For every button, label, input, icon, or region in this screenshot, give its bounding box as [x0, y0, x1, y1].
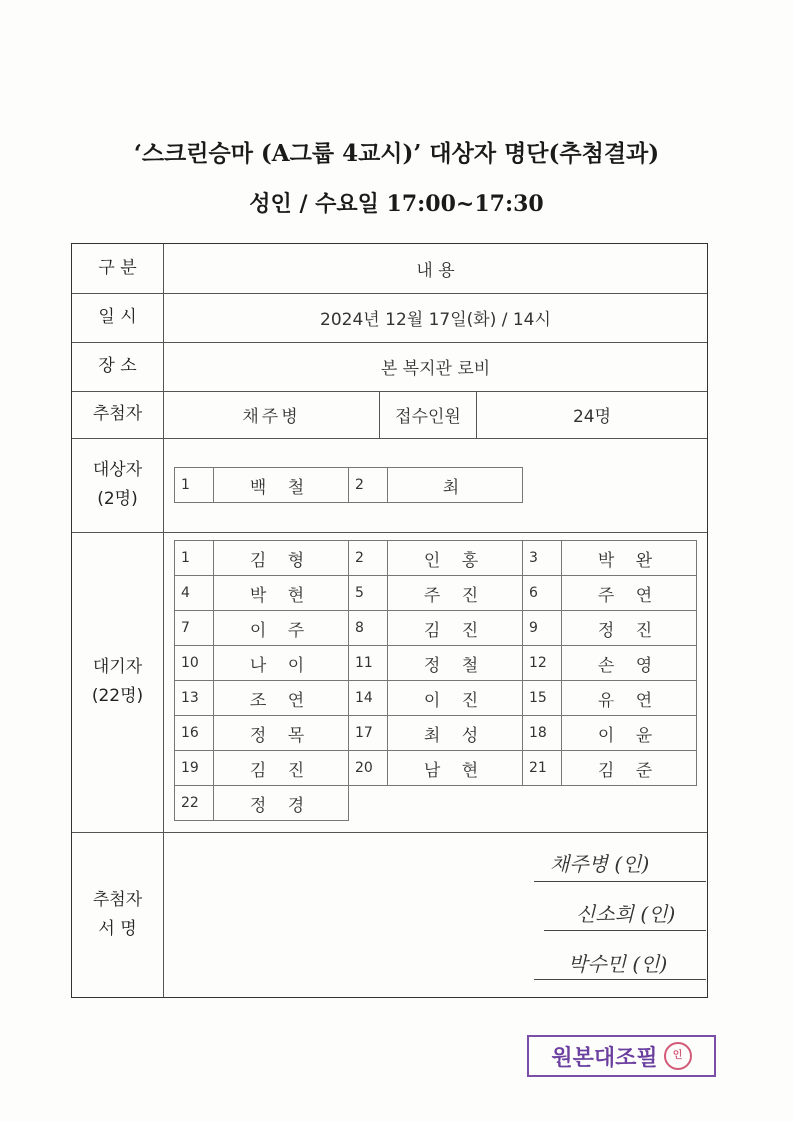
waitlist-no: 9	[523, 611, 562, 646]
stamp-text: 원본대조필	[551, 1045, 658, 1071]
table-row	[175, 681, 697, 716]
selected-no: 2	[349, 468, 388, 503]
waitlist-no: 7	[175, 611, 214, 646]
waitlist-name: 박 완	[562, 541, 697, 576]
waitlist-no: 13	[175, 681, 214, 716]
waitlist-no: 11	[349, 646, 388, 681]
waitlist-no: 3	[523, 541, 562, 576]
waitlist-no: 10	[175, 646, 214, 681]
waitlist-name: 김 준	[562, 751, 697, 786]
waitlist-no: 6	[523, 576, 562, 611]
selected-grid	[174, 467, 523, 503]
waitlist-name: 인 홍	[388, 541, 523, 576]
waitlist-no: 18	[523, 716, 562, 751]
table-row	[175, 646, 697, 681]
waitlist-no: 1	[175, 541, 214, 576]
waitlist-name: 정 진	[562, 611, 697, 646]
waitlist-name: 이 윤	[562, 716, 697, 751]
received-label: 접수인원	[395, 407, 461, 427]
waitlist-no: 20	[349, 751, 388, 786]
document-title: ‘스크린승마 (A그룹 4교시)’ 대상자 명단(추첨결과)	[133, 140, 660, 167]
selected-name: 백 철	[214, 468, 349, 503]
header-value: 내 용	[416, 261, 455, 281]
waitlist-name: 정 목	[214, 716, 349, 751]
waitlist-no: 12	[523, 646, 562, 681]
waitlist-label: 대기자	[92, 657, 143, 678]
waitlist-label-cell	[72, 532, 163, 832]
table-row	[175, 576, 697, 611]
waitlist-name: 유 연	[562, 681, 697, 716]
table-row	[175, 541, 697, 576]
waitlist-no: 14	[349, 681, 388, 716]
waitlist-no: 22	[175, 786, 214, 821]
waitlist-name: 정 경	[214, 786, 349, 821]
waitlist-grid	[174, 540, 697, 821]
waitlist-no: 16	[175, 716, 214, 751]
waitlist-count: (22명)	[91, 686, 144, 706]
datetime-value: 2024년 12월 17일(화) / 14시	[320, 310, 551, 330]
waitlist-name: 최 성	[388, 716, 523, 751]
waitlist-name: 이 진	[388, 681, 523, 716]
waitlist-name: 이 주	[214, 611, 349, 646]
waitlist-no: 21	[523, 751, 562, 786]
datetime-label: 일 시	[98, 307, 137, 328]
selected-no: 1	[175, 468, 214, 503]
waitlist-name: 남 현	[388, 751, 523, 786]
table-row	[175, 716, 697, 751]
table-row	[175, 468, 523, 503]
selected-name: 최	[388, 468, 523, 503]
selected-label: 대상자	[92, 460, 143, 481]
waitlist-name: 김 진	[214, 751, 349, 786]
seal-icon: 인	[664, 1042, 692, 1070]
waitlist-name: 정 철	[388, 646, 523, 681]
received-value: 24명	[572, 407, 612, 427]
selected-label-cell	[72, 438, 163, 532]
signature-label-2: 서 명	[98, 918, 137, 939]
waitlist-no: 4	[175, 576, 214, 611]
waitlist-name: 주 진	[388, 576, 523, 611]
waitlist-no: 19	[175, 751, 214, 786]
waitlist-no: 8	[349, 611, 388, 646]
waitlist-name: 손 영	[562, 646, 697, 681]
waitlist-name: 주 연	[562, 576, 697, 611]
document-subtitle: 성인 / 수요일 17:00~17:30	[249, 191, 544, 217]
waitlist-name: 김 진	[388, 611, 523, 646]
waitlist-name: 박 현	[214, 576, 349, 611]
table-row	[175, 786, 697, 821]
signature-label-1: 추첨자	[92, 889, 143, 910]
table-row	[175, 611, 697, 646]
signature-label-cell	[72, 832, 163, 997]
original-verified-stamp	[527, 1035, 716, 1077]
waitlist-no: 15	[523, 681, 562, 716]
drawer-label: 추첨자	[92, 404, 143, 425]
waitlist-no: 2	[349, 541, 388, 576]
waitlist-name: 조 연	[214, 681, 349, 716]
signature-1: 채주병 (인)	[550, 852, 650, 876]
selected-count: (2명)	[97, 489, 138, 509]
signature-2: 신소희 (인)	[576, 902, 676, 926]
header-label: 구 분	[98, 258, 137, 279]
place-label: 장 소	[98, 356, 137, 377]
signature-3: 박수민 (인)	[568, 952, 668, 976]
waitlist-no: 5	[349, 576, 388, 611]
table-row	[175, 751, 697, 786]
waitlist-name: 김 형	[214, 541, 349, 576]
drawer-value: 채주병	[242, 407, 301, 427]
place-value: 본 복지관 로비	[380, 359, 491, 379]
result-table	[71, 243, 708, 998]
waitlist-name: 나 이	[214, 646, 349, 681]
waitlist-no: 17	[349, 716, 388, 751]
